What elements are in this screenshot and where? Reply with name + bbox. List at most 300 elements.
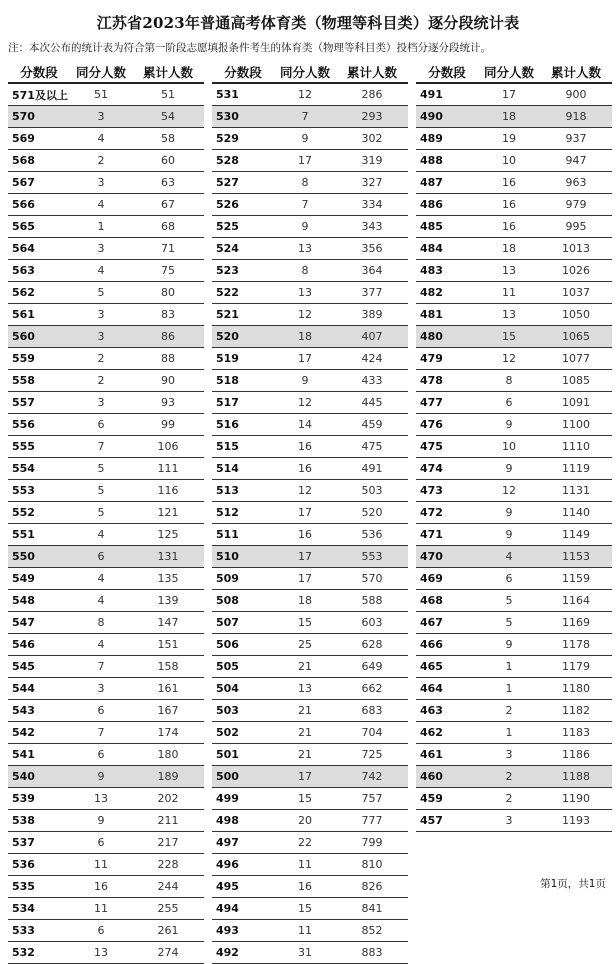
- cumulative-cell: 1131: [562, 484, 590, 497]
- cumulative-cell: 1110: [562, 440, 590, 453]
- table-row: [8, 920, 204, 942]
- cumulative-cell: 167: [157, 704, 179, 717]
- same-count-cell: 20: [298, 814, 312, 827]
- cumulative-cell: 1065: [562, 330, 590, 343]
- same-count-cell: 4: [505, 550, 513, 563]
- score-cell: 514: [216, 462, 239, 475]
- table-row: [212, 84, 408, 106]
- score-cell: 537: [12, 836, 35, 849]
- score-cell: 464: [420, 682, 443, 695]
- table-row: [8, 348, 204, 370]
- same-count-cell: 10: [502, 440, 516, 453]
- same-count-cell: 16: [298, 462, 312, 475]
- score-cell: 502: [216, 726, 239, 739]
- score-cell: 541: [12, 748, 35, 761]
- cumulative-cell: 147: [157, 616, 179, 629]
- score-cell: 555: [12, 440, 35, 453]
- score-cell: 536: [12, 858, 35, 871]
- same-count-cell: 12: [298, 484, 312, 497]
- score-cell: 470: [420, 550, 443, 563]
- same-count-cell: 13: [94, 946, 108, 959]
- cumulative-cell: 1190: [562, 792, 590, 805]
- score-cell: 500: [216, 770, 239, 783]
- cumulative-cell: 88: [161, 352, 175, 365]
- same-count-cell: 1: [505, 682, 513, 695]
- score-cell: 562: [12, 286, 35, 299]
- same-count-cell: 9: [301, 132, 309, 145]
- table-row: [212, 854, 408, 876]
- table-row: [8, 766, 204, 788]
- score-cell: 503: [216, 704, 239, 717]
- table-row: [212, 414, 408, 436]
- table-row: [416, 282, 612, 304]
- table-row: [416, 480, 612, 502]
- same-count-cell: 9: [505, 528, 513, 541]
- same-count-cell: 15: [298, 792, 312, 805]
- cumulative-cell: 1149: [562, 528, 590, 541]
- score-cell: 463: [420, 704, 443, 717]
- table-row: [416, 656, 612, 678]
- same-count-cell: 18: [502, 242, 516, 255]
- same-count-cell: 12: [502, 352, 516, 365]
- cumulative-cell: 536: [361, 528, 383, 541]
- score-cell: 527: [216, 176, 239, 189]
- same-count-cell: 16: [502, 176, 516, 189]
- table-row: [416, 524, 612, 546]
- cumulative-cell: 377: [361, 286, 383, 299]
- cumulative-cell: 83: [161, 308, 175, 321]
- score-cell: 529: [216, 132, 239, 145]
- cumulative-cell: 1169: [562, 616, 590, 629]
- cumulative-cell: 1183: [562, 726, 590, 739]
- same-count-cell: 10: [502, 154, 516, 167]
- same-count-cell: 22: [298, 836, 312, 849]
- cumulative-cell: 80: [161, 286, 175, 299]
- score-cell: 466: [420, 638, 443, 651]
- cumulative-cell: 553: [361, 550, 383, 563]
- same-count-cell: 3: [97, 242, 105, 255]
- table-row: [416, 194, 612, 216]
- table-row: [416, 678, 612, 700]
- same-count-cell: 3: [97, 682, 105, 695]
- table-row: [8, 590, 204, 612]
- cumulative-cell: 1182: [562, 704, 590, 717]
- cumulative-cell: 1186: [562, 748, 590, 761]
- table-row: [212, 150, 408, 172]
- cumulative-cell: 54: [161, 110, 175, 123]
- score-cell: 560: [12, 330, 35, 343]
- same-count-cell: 3: [97, 110, 105, 123]
- same-count-cell: 13: [94, 792, 108, 805]
- cumulative-cell: 459: [361, 418, 383, 431]
- table-row: [8, 106, 204, 128]
- table-row: [212, 436, 408, 458]
- same-count-cell: 18: [502, 110, 516, 123]
- score-cell: 492: [216, 946, 239, 959]
- score-cell: 465: [420, 660, 443, 673]
- table-row: [8, 150, 204, 172]
- same-count-cell: 4: [97, 572, 105, 585]
- table-column-1: [8, 62, 204, 964]
- cumulative-cell: 319: [361, 154, 383, 167]
- table-row: [212, 788, 408, 810]
- cumulative-cell: 356: [361, 242, 383, 255]
- score-cell: 493: [216, 924, 239, 937]
- same-count-cell: 2: [505, 770, 513, 783]
- table-row: [212, 216, 408, 238]
- cumulative-cell: 937: [565, 132, 587, 145]
- table-row: [212, 678, 408, 700]
- same-count-cell: 17: [298, 352, 312, 365]
- score-cell: 521: [216, 308, 239, 321]
- same-count-cell: 6: [97, 704, 105, 717]
- cumulative-cell: 293: [361, 110, 383, 123]
- same-count-cell: 25: [298, 638, 312, 651]
- same-count-cell: 9: [505, 638, 513, 651]
- cumulative-cell: 302: [361, 132, 383, 145]
- cumulative-cell: 475: [361, 440, 383, 453]
- score-cell: 519: [216, 352, 239, 365]
- table-row: [212, 326, 408, 348]
- same-count-cell: 5: [97, 462, 105, 475]
- score-cell: 538: [12, 814, 35, 827]
- score-cell: 485: [420, 220, 443, 233]
- cumulative-cell: 1077: [562, 352, 590, 365]
- cumulative-cell: 261: [157, 924, 179, 937]
- table-row: [8, 326, 204, 348]
- score-cell: 556: [12, 418, 35, 431]
- table-row: [212, 920, 408, 942]
- score-cell: 553: [12, 484, 35, 497]
- score-cell: 461: [420, 748, 443, 761]
- same-count-cell: 21: [298, 726, 312, 739]
- score-cell: 552: [12, 506, 35, 519]
- cumulative-cell: 99: [161, 418, 175, 431]
- score-cell: 505: [216, 660, 239, 673]
- table-row: [212, 546, 408, 568]
- table-row: [212, 194, 408, 216]
- cumulative-cell: 757: [361, 792, 383, 805]
- table-row: [416, 172, 612, 194]
- cumulative-cell: 588: [361, 594, 383, 607]
- same-count-cell: 17: [298, 506, 312, 519]
- table-row: [212, 524, 408, 546]
- cumulative-cell: 883: [361, 946, 383, 959]
- cumulative-cell: 777: [361, 814, 383, 827]
- table-row: [416, 84, 612, 106]
- score-cell: 543: [12, 704, 35, 717]
- score-cell: 549: [12, 572, 35, 585]
- table-row: [8, 370, 204, 392]
- cumulative-cell: 151: [157, 638, 179, 651]
- table-row: [212, 766, 408, 788]
- page-title: 江苏省2023年普通高考体育类（物理等科目类）逐分段统计表: [96, 14, 520, 32]
- cumulative-cell: 121: [157, 506, 179, 519]
- table-row: [212, 392, 408, 414]
- cumulative-cell: 1050: [562, 308, 590, 321]
- cumulative-cell: 1091: [562, 396, 590, 409]
- table-row: [8, 502, 204, 524]
- score-cell: 497: [216, 836, 239, 849]
- table-row: [8, 700, 204, 722]
- same-count-cell: 16: [298, 440, 312, 453]
- same-count-cell: 9: [505, 506, 513, 519]
- table-row: [212, 458, 408, 480]
- score-cell: 558: [12, 374, 35, 387]
- score-cell: 561: [12, 308, 35, 321]
- cumulative-cell: 1178: [562, 638, 590, 651]
- cumulative-cell: 1037: [562, 286, 590, 299]
- same-count-cell: 3: [505, 814, 513, 827]
- table-row: [212, 810, 408, 832]
- same-count-cell: 5: [97, 484, 105, 497]
- same-count-cell: 15: [298, 902, 312, 915]
- table-column-3: [416, 62, 612, 832]
- cumulative-cell: 158: [157, 660, 179, 673]
- table-row: [8, 568, 204, 590]
- same-count-cell: 4: [97, 198, 105, 211]
- table-row: [212, 590, 408, 612]
- score-cell: 460: [420, 770, 443, 783]
- same-count-cell: 7: [97, 660, 105, 673]
- table-row: [8, 634, 204, 656]
- score-cell: 564: [12, 242, 35, 255]
- cumulative-cell: 995: [565, 220, 587, 233]
- score-cell: 462: [420, 726, 443, 739]
- score-cell: 496: [216, 858, 239, 871]
- same-count-cell: 6: [97, 550, 105, 563]
- cumulative-cell: 51: [161, 88, 175, 101]
- cumulative-cell: 111: [157, 462, 179, 475]
- score-cell: 540: [12, 770, 35, 783]
- score-cell: 509: [216, 572, 239, 585]
- same-count-cell: 17: [298, 770, 312, 783]
- cumulative-cell: 135: [157, 572, 179, 585]
- table-row: [8, 128, 204, 150]
- score-cell: 473: [420, 484, 443, 497]
- table-row: [8, 656, 204, 678]
- score-cell: 559: [12, 352, 35, 365]
- cumulative-cell: 520: [361, 506, 383, 519]
- cumulative-cell: 255: [157, 902, 179, 915]
- same-count-cell: 4: [97, 638, 105, 651]
- score-cell: 557: [12, 396, 35, 409]
- table-row: [212, 260, 408, 282]
- same-count-cell: 9: [301, 220, 309, 233]
- cumulative-cell: 90: [161, 374, 175, 387]
- same-count-cell: 12: [298, 396, 312, 409]
- same-count-cell: 51: [94, 88, 108, 101]
- same-count-cell: 1: [505, 726, 513, 739]
- table-row: [8, 304, 204, 326]
- cumulative-cell: 979: [565, 198, 587, 211]
- score-cell: 467: [420, 616, 443, 629]
- header-same-count: 同分人数: [483, 65, 534, 80]
- cumulative-cell: 180: [157, 748, 179, 761]
- cumulative-cell: 274: [157, 946, 179, 959]
- table-row: [212, 568, 408, 590]
- same-count-cell: 6: [97, 836, 105, 849]
- table-row: [8, 854, 204, 876]
- table-row: [8, 194, 204, 216]
- same-count-cell: 16: [502, 220, 516, 233]
- same-count-cell: 13: [502, 264, 516, 277]
- table-row: [416, 436, 612, 458]
- table-row: [8, 876, 204, 898]
- cumulative-cell: 161: [157, 682, 179, 695]
- score-cell: 512: [216, 506, 239, 519]
- table-row: [212, 942, 408, 964]
- same-count-cell: 15: [298, 616, 312, 629]
- table-row: [8, 524, 204, 546]
- score-cell: 499: [216, 792, 239, 805]
- score-cell: 471: [420, 528, 443, 541]
- same-count-cell: 18: [298, 330, 312, 343]
- score-cell: 481: [420, 308, 443, 321]
- cumulative-cell: 327: [361, 176, 383, 189]
- cumulative-cell: 445: [361, 396, 383, 409]
- same-count-cell: 13: [502, 308, 516, 321]
- cumulative-cell: 1119: [562, 462, 590, 475]
- score-cell: 479: [420, 352, 443, 365]
- table-row: [8, 238, 204, 260]
- table-row: [212, 172, 408, 194]
- table-row: [8, 546, 204, 568]
- table-header: [8, 62, 204, 84]
- table-row: [416, 766, 612, 788]
- same-count-cell: 6: [97, 748, 105, 761]
- table-row: [416, 590, 612, 612]
- table-row: [416, 128, 612, 150]
- cumulative-cell: 424: [361, 352, 383, 365]
- table-row: [212, 634, 408, 656]
- same-count-cell: 13: [298, 682, 312, 695]
- table-row: [416, 150, 612, 172]
- score-cell: 510: [216, 550, 239, 563]
- score-cell: 532: [12, 946, 35, 959]
- score-cell: 494: [216, 902, 239, 915]
- cumulative-cell: 93: [161, 396, 175, 409]
- same-count-cell: 19: [502, 132, 516, 145]
- same-count-cell: 1: [505, 660, 513, 673]
- table-row: [416, 502, 612, 524]
- same-count-cell: 17: [298, 154, 312, 167]
- same-count-cell: 7: [97, 726, 105, 739]
- cumulative-cell: 125: [157, 528, 179, 541]
- score-cell: 469: [420, 572, 443, 585]
- cumulative-cell: 228: [157, 858, 179, 871]
- header-same-count: 同分人数: [279, 65, 330, 80]
- same-count-cell: 11: [502, 286, 516, 299]
- cumulative-cell: 841: [361, 902, 383, 915]
- same-count-cell: 2: [97, 374, 105, 387]
- score-cell: 480: [420, 330, 443, 343]
- score-cell: 569: [12, 132, 35, 145]
- cumulative-cell: 603: [361, 616, 383, 629]
- score-cell: 504: [216, 682, 239, 695]
- same-count-cell: 6: [505, 572, 513, 585]
- same-count-cell: 5: [97, 506, 105, 519]
- same-count-cell: 7: [97, 440, 105, 453]
- cumulative-cell: 1188: [562, 770, 590, 783]
- cumulative-cell: 491: [361, 462, 383, 475]
- score-cell: 487: [420, 176, 443, 189]
- table-row: [416, 326, 612, 348]
- table-row: [416, 216, 612, 238]
- cumulative-cell: 649: [361, 660, 383, 673]
- cumulative-cell: 116: [157, 484, 179, 497]
- table-row: [8, 788, 204, 810]
- table-row: [212, 370, 408, 392]
- table-row: [416, 612, 612, 634]
- table-note: 注：本次公布的统计表为符合第一阶段志愿填报条件考生的体育类（物理等科目类）投档分逐分段统计。: [8, 42, 491, 54]
- cumulative-cell: 407: [361, 330, 383, 343]
- score-cell: 542: [12, 726, 35, 739]
- cumulative-cell: 202: [157, 792, 179, 805]
- score-cell: 484: [420, 242, 443, 255]
- cumulative-cell: 1193: [562, 814, 590, 827]
- table-row: [416, 722, 612, 744]
- cumulative-cell: 63: [161, 176, 175, 189]
- cumulative-cell: 1140: [562, 506, 590, 519]
- same-count-cell: 11: [298, 858, 312, 871]
- same-count-cell: 11: [94, 902, 108, 915]
- table-row: [212, 832, 408, 854]
- table-row: [416, 106, 612, 128]
- table-row: [8, 942, 204, 964]
- table-column-2: [212, 62, 408, 964]
- cumulative-cell: 947: [565, 154, 587, 167]
- score-cell: 526: [216, 198, 239, 211]
- table-header: [212, 62, 408, 84]
- cumulative-cell: 139: [157, 594, 179, 607]
- cumulative-cell: 852: [361, 924, 383, 937]
- cumulative-cell: 1100: [562, 418, 590, 431]
- same-count-cell: 13: [298, 286, 312, 299]
- cumulative-cell: 433: [361, 374, 383, 387]
- table-row: [8, 722, 204, 744]
- score-cell: 507: [216, 616, 239, 629]
- header-cumulative: 累计人数: [346, 65, 397, 80]
- same-count-cell: 6: [97, 924, 105, 937]
- score-cell: 571及以上: [12, 88, 68, 102]
- table-row: [8, 458, 204, 480]
- score-cell: 524: [216, 242, 239, 255]
- score-cell: 547: [12, 616, 35, 629]
- score-cell: 495: [216, 880, 239, 893]
- same-count-cell: 9: [301, 374, 309, 387]
- table-row: [416, 568, 612, 590]
- same-count-cell: 17: [502, 88, 516, 101]
- same-count-cell: 16: [298, 880, 312, 893]
- table-row: [8, 172, 204, 194]
- score-cell: 498: [216, 814, 239, 827]
- table-row: [212, 348, 408, 370]
- score-cell: 535: [12, 880, 35, 893]
- same-count-cell: 2: [505, 792, 513, 805]
- cumulative-cell: 1164: [562, 594, 590, 607]
- score-cell: 489: [420, 132, 443, 145]
- score-cell: 550: [12, 550, 35, 563]
- same-count-cell: 8: [301, 264, 309, 277]
- score-cell: 522: [216, 286, 239, 299]
- table-row: [416, 788, 612, 810]
- header-cumulative: 累计人数: [550, 65, 601, 80]
- cumulative-cell: 389: [361, 308, 383, 321]
- same-count-cell: 2: [97, 352, 105, 365]
- score-cell: 490: [420, 110, 443, 123]
- same-count-cell: 18: [298, 594, 312, 607]
